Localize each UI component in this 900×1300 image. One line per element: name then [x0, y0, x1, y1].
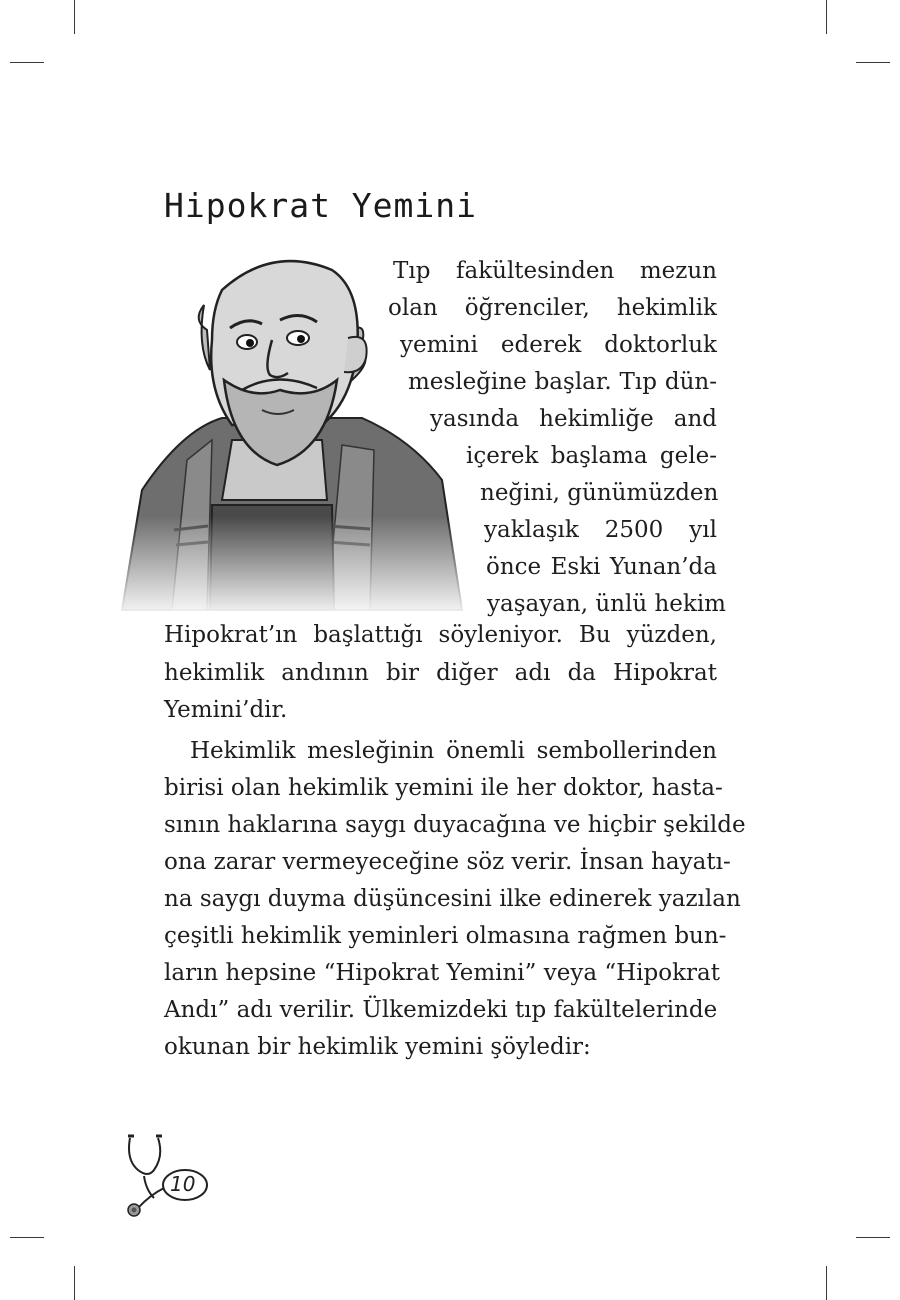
text-line: Hipokrat’ın başlattığı söyleniyor. Bu yüzden, [164, 622, 717, 648]
text-line: yasında hekimliğe and [430, 406, 717, 432]
text-line: neğini, günümüzden [480, 480, 719, 506]
stethoscope-icon [120, 1130, 210, 1220]
crop-mark [74, 1266, 75, 1300]
text-line: birisi olan hekimlik yemini ile her doktor, hasta- [164, 775, 723, 801]
text-line: yemini ederek doktorluk [400, 332, 717, 358]
page-number: 10 [170, 1172, 196, 1196]
text-line: na saygı duyma düşüncesini ilke edinerek yazılan [164, 886, 741, 912]
text-line: hekimlik andının bir diğer adı da Hipokrat [164, 660, 717, 686]
text-line: olan öğrenciler, hekimlik [388, 295, 717, 321]
text-line: Andı” adı verilir. Ülkemizdeki tıp fakültelerinde [164, 997, 718, 1023]
page-title: Hipokrat Yemini [164, 186, 478, 225]
text-line: içerek başlama gele- [466, 443, 717, 469]
crop-mark [826, 0, 827, 34]
text-line: önce Eski Yunan’da [486, 554, 717, 580]
crop-mark [856, 1237, 890, 1238]
text-line: Hekimlik mesleğinin önemli sembollerinden [190, 738, 717, 764]
text-line: ların hepsine “Hipokrat Yemini” veya “Hipokrat [164, 960, 720, 986]
crop-mark [74, 0, 75, 34]
text-line: okunan bir hekimlik yemini şöyledir: [164, 1034, 591, 1060]
crop-mark [826, 1266, 827, 1300]
crop-mark [10, 62, 44, 63]
text-line: yaklaşık 2500 yıl [484, 517, 717, 543]
text-line: yaşayan, ünlü hekim [487, 591, 726, 617]
text-line: Tıp fakültesinden mezun [393, 258, 717, 284]
text-line: mesleğine başlar. Tıp dün- [408, 369, 717, 395]
crop-mark [10, 1237, 44, 1238]
text-line: ona zarar vermeyeceğine söz verir. İnsan hayatı- [164, 849, 731, 875]
text-line: Yemini’dir. [164, 697, 288, 723]
text-line: çeşitli hekimlik yeminleri olmasına rağmen bun- [164, 923, 727, 949]
crop-mark [856, 62, 890, 63]
text-line: sının haklarına saygı duyacağına ve hiçbir şekilde [164, 812, 746, 838]
